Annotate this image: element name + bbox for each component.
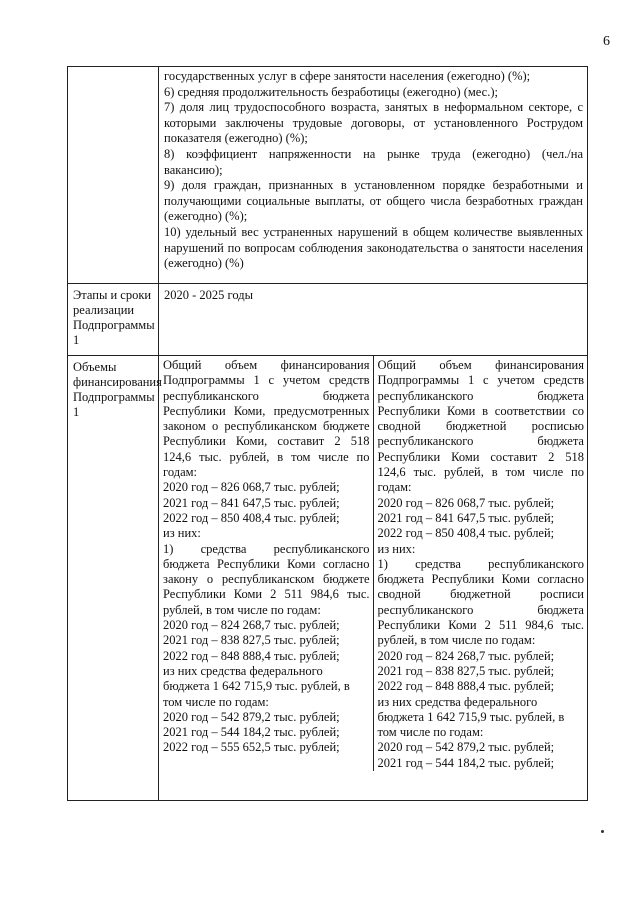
stages-value: 2020 - 2025 годы (164, 288, 254, 302)
funding-row (68, 356, 588, 801)
funding-right-line: 2020 год – 826 068,7 тыс. рублей; (377, 495, 555, 510)
funding-left-line: 2021 год – 838 827,5 тыс. рублей; (163, 633, 340, 648)
indicators-label-cell (68, 67, 159, 284)
funding-right-line: Общий объем финансирования Подпрограммы 1 с учетом средств республиканского бюджета Республики Коми в соответствии со сводной бюджетной росписью республиканского бюджета Республики Коми составит 2 518 124,6 тыс. рублей, в том числе по годам: (377, 358, 584, 495)
funding-right-line: 2022 год – 850 408,4 тыс. рублей; (377, 526, 555, 541)
indicator-line: 7) доля лиц трудоспособного возраста, занятых в неформальном секторе, с которыми заключены трудовые договоры, от установленного Рострудом показателя (ежегодно) (%); (164, 100, 583, 146)
funding-right-line: из них средства федерального бюджета 1 642 715,9 тыс. рублей, в том числе по годам: (377, 694, 565, 740)
funding-left-line: 2021 год – 841 647,5 тыс. рублей; (163, 495, 340, 510)
funding-right-line: 2022 год – 848 888,4 тыс. рублей; (377, 679, 555, 694)
page-number: 6 (603, 34, 610, 49)
indicator-line: 9) доля граждан, признанных в установленном порядке безработными и получающими социальные выплаты, от общего числа безработных граждан (ежегодно) (%); (164, 178, 583, 224)
funding-content-cell (159, 356, 588, 801)
funding-right-line: 2020 год – 824 268,7 тыс. рублей; (377, 648, 555, 663)
funding-left-line: 2020 год – 542 879,2 тыс. рублей; (163, 709, 340, 724)
stages-row (68, 284, 588, 356)
funding-label: Объемы финансирования Подпрограммы 1 (73, 360, 162, 419)
funding-left-line: из них средства федерального бюджета 1 642 715,9 тыс. рублей, в том числе по годам: (163, 663, 350, 709)
stages-value-cell (159, 284, 588, 356)
indicator-line: 10) удельный вес устраненных нарушений в общем количестве выявленных нарушений по вопросам соблюдения законодательства о занятости населения (ежегодно) (%) (164, 224, 583, 271)
indicators-label (68, 67, 158, 73)
funding-left-line: 2021 год – 544 184,2 тыс. рублей; (163, 725, 340, 740)
funding-left-line: 2022 год – 555 652,5 тыс. рублей; (163, 740, 340, 755)
indicator-line: 8) коэффициент напряженности на рынке труда (ежегодно) (чел./на вакансию); (164, 146, 583, 177)
scan-speck (601, 830, 604, 833)
funding-left-line: Общий объем финансирования Подпрограммы 1 с учетом средств республиканского бюджета Республики Коми, предусмотренных законом о республиканском бюджете Республики Коми, составит 2 518 124,6 тыс. рублей, в том числе по годам: (163, 358, 370, 480)
indicators-content-cell (159, 67, 588, 284)
funding-left-line: 2022 год – 850 408,4 тыс. рублей; (163, 510, 340, 525)
funding-left-line: 2020 год – 824 268,7 тыс. рублей; (163, 618, 340, 633)
funding-right-line: 2020 год – 542 879,2 тыс. рублей; (377, 740, 555, 755)
funding-left-line: 1) средства республиканского бюджета Республики Коми согласно закону о республиканском бюджете Республики Коми 2 511 984,6 тыс. рублей, в том числе по годам: (163, 541, 370, 617)
funding-right-line: 2021 год – 841 647,5 тыс. рублей; (377, 510, 555, 525)
funding-right-line: 2021 год – 544 184,2 тыс. рублей; (377, 755, 555, 770)
stages-label-cell (68, 284, 159, 356)
funding-right-line: 1) средства республиканского бюджета Республики Коми согласно сводной бюджетной росписи республиканского бюджета Республики Коми 2 511 984,6 тыс. рублей, в том числе по годам: (377, 556, 584, 648)
indicator-line: государственных услуг в сфере занятости населения (ежегодно) (%); (164, 69, 531, 83)
funding-left-line: 2022 год – 848 888,4 тыс. рублей; (163, 648, 340, 663)
funding-left-column (159, 356, 373, 771)
indicator-line: 6) средняя продолжительность безработицы (ежегодно) (мес.); (164, 84, 498, 99)
funding-label-cell (68, 356, 162, 801)
funding-right-column (373, 356, 587, 771)
funding-left-line: 2020 год – 826 068,7 тыс. рублей; (163, 480, 340, 495)
funding-right-line: из них: (377, 541, 416, 556)
stages-label: Этапы и сроки реализации Подпрограммы 1 (73, 288, 155, 347)
passport-table (67, 66, 588, 801)
funding-right-line: 2021 год – 838 827,5 тыс. рублей; (377, 663, 555, 678)
indicators-list (159, 67, 587, 274)
funding-left-line: из них: (163, 526, 201, 541)
indicators-row (68, 67, 588, 284)
funding-comparison (159, 356, 587, 771)
